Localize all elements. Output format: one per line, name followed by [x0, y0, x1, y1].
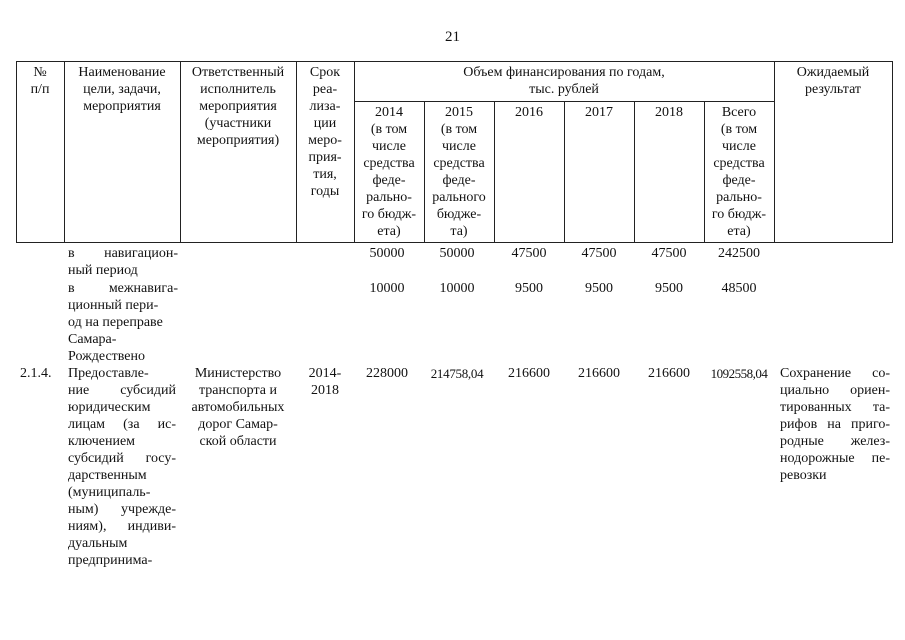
item-value-2018: 216600 — [648, 366, 690, 381]
nav-period-label-line: в навигацион- — [68, 246, 178, 261]
nav-value-2017: 47500 — [581, 246, 617, 261]
internav-label-line: Самара- — [68, 332, 117, 347]
internav-value-2015: 10000 — [439, 281, 475, 296]
item-name-line: юридическим — [68, 400, 151, 415]
item-result-line: тированных та- — [780, 400, 890, 415]
header-col-2017: 2017 — [585, 105, 613, 120]
item-responsible: Министерство транспорта и автомобильных дорог Самар- ской области — [191, 366, 285, 449]
item-name-line: ниям), индиви- — [68, 519, 176, 534]
internav-value-total: 48500 — [721, 281, 757, 296]
header-col-volume: Объем финансирования по годам, тыс. рублей — [463, 65, 665, 97]
item-name-line: лицам (за ис- — [68, 417, 176, 432]
item-result-line: рифов на приго- — [780, 417, 890, 432]
internav-label-line: Рождествено — [68, 349, 146, 364]
item-name-line: Предоставле- — [68, 366, 149, 381]
item-name-line: ным) учрежде- — [68, 502, 176, 517]
item-result-line: родные желез- — [780, 434, 890, 449]
internav-value-2017: 9500 — [585, 281, 613, 296]
header-col-2014: 2014 (в том числе средства феде- рально- го бюдж- ета) — [361, 105, 417, 239]
item-name-line: дарственным — [68, 468, 147, 483]
item-result-line: нодорожные пе- — [780, 451, 890, 466]
item-result-line: ревозки — [780, 468, 827, 483]
item-name-line: предпринима- — [68, 553, 153, 568]
header-col-2018: 2018 — [655, 105, 683, 120]
item-name-line: дуальным — [68, 536, 128, 551]
item-value-2015: 214758,04 — [430, 366, 484, 381]
internav-label-line: ционный пери- — [68, 298, 159, 313]
item-value-2014: 228000 — [366, 366, 408, 381]
item-value-total: 1092558,04 — [710, 366, 768, 381]
header-col-result: Ожидаемый результат — [796, 65, 870, 97]
internav-value-2016: 9500 — [515, 281, 543, 296]
internav-label-line: в межнавига- — [68, 281, 178, 296]
nav-period-label-line: ный период — [68, 263, 138, 278]
item-result-line: Сохранение со- — [780, 366, 890, 381]
header-col-2016: 2016 — [515, 105, 543, 120]
item-name-line: субсидий госу- — [68, 451, 176, 466]
nav-value-2015: 50000 — [439, 246, 475, 261]
item-value-2017: 216600 — [578, 366, 620, 381]
header-col-responsible: Ответственный исполнитель мероприятия (участники мероприятия) — [191, 65, 285, 148]
header-col-name: Наименование цели, задачи, мероприятия — [78, 65, 166, 114]
header-col-total: Всего (в том числе средства феде- рально- го бюдж- ета) — [711, 105, 767, 239]
item-term: 2014- 2018 — [308, 366, 342, 398]
item-name-line: (муниципаль- — [68, 485, 151, 500]
header-col-2015: 2015 (в том числе средства феде- рального бюдже- та) — [432, 105, 486, 239]
nav-value-2014: 50000 — [369, 246, 405, 261]
item-number: 2.1.4. — [20, 366, 52, 381]
item-name-line: ние субсидий — [68, 383, 176, 398]
internav-label-line: од на переправе — [68, 315, 163, 330]
page-number: 21 — [445, 29, 460, 45]
nav-value-2016: 47500 — [511, 246, 547, 261]
nav-value-2018: 47500 — [651, 246, 687, 261]
internav-value-2018: 9500 — [655, 281, 683, 296]
item-result-line: циально ориен- — [780, 383, 890, 398]
internav-value-2014: 10000 — [369, 281, 405, 296]
header-col-number: № п/п — [30, 65, 50, 97]
item-name-line: ключением — [68, 434, 136, 449]
header-col-term: Срок реа- лиза- ции меро- прия- тия, годы — [308, 65, 342, 199]
item-value-2016: 216600 — [508, 366, 550, 381]
nav-value-total: 242500 — [718, 246, 760, 261]
